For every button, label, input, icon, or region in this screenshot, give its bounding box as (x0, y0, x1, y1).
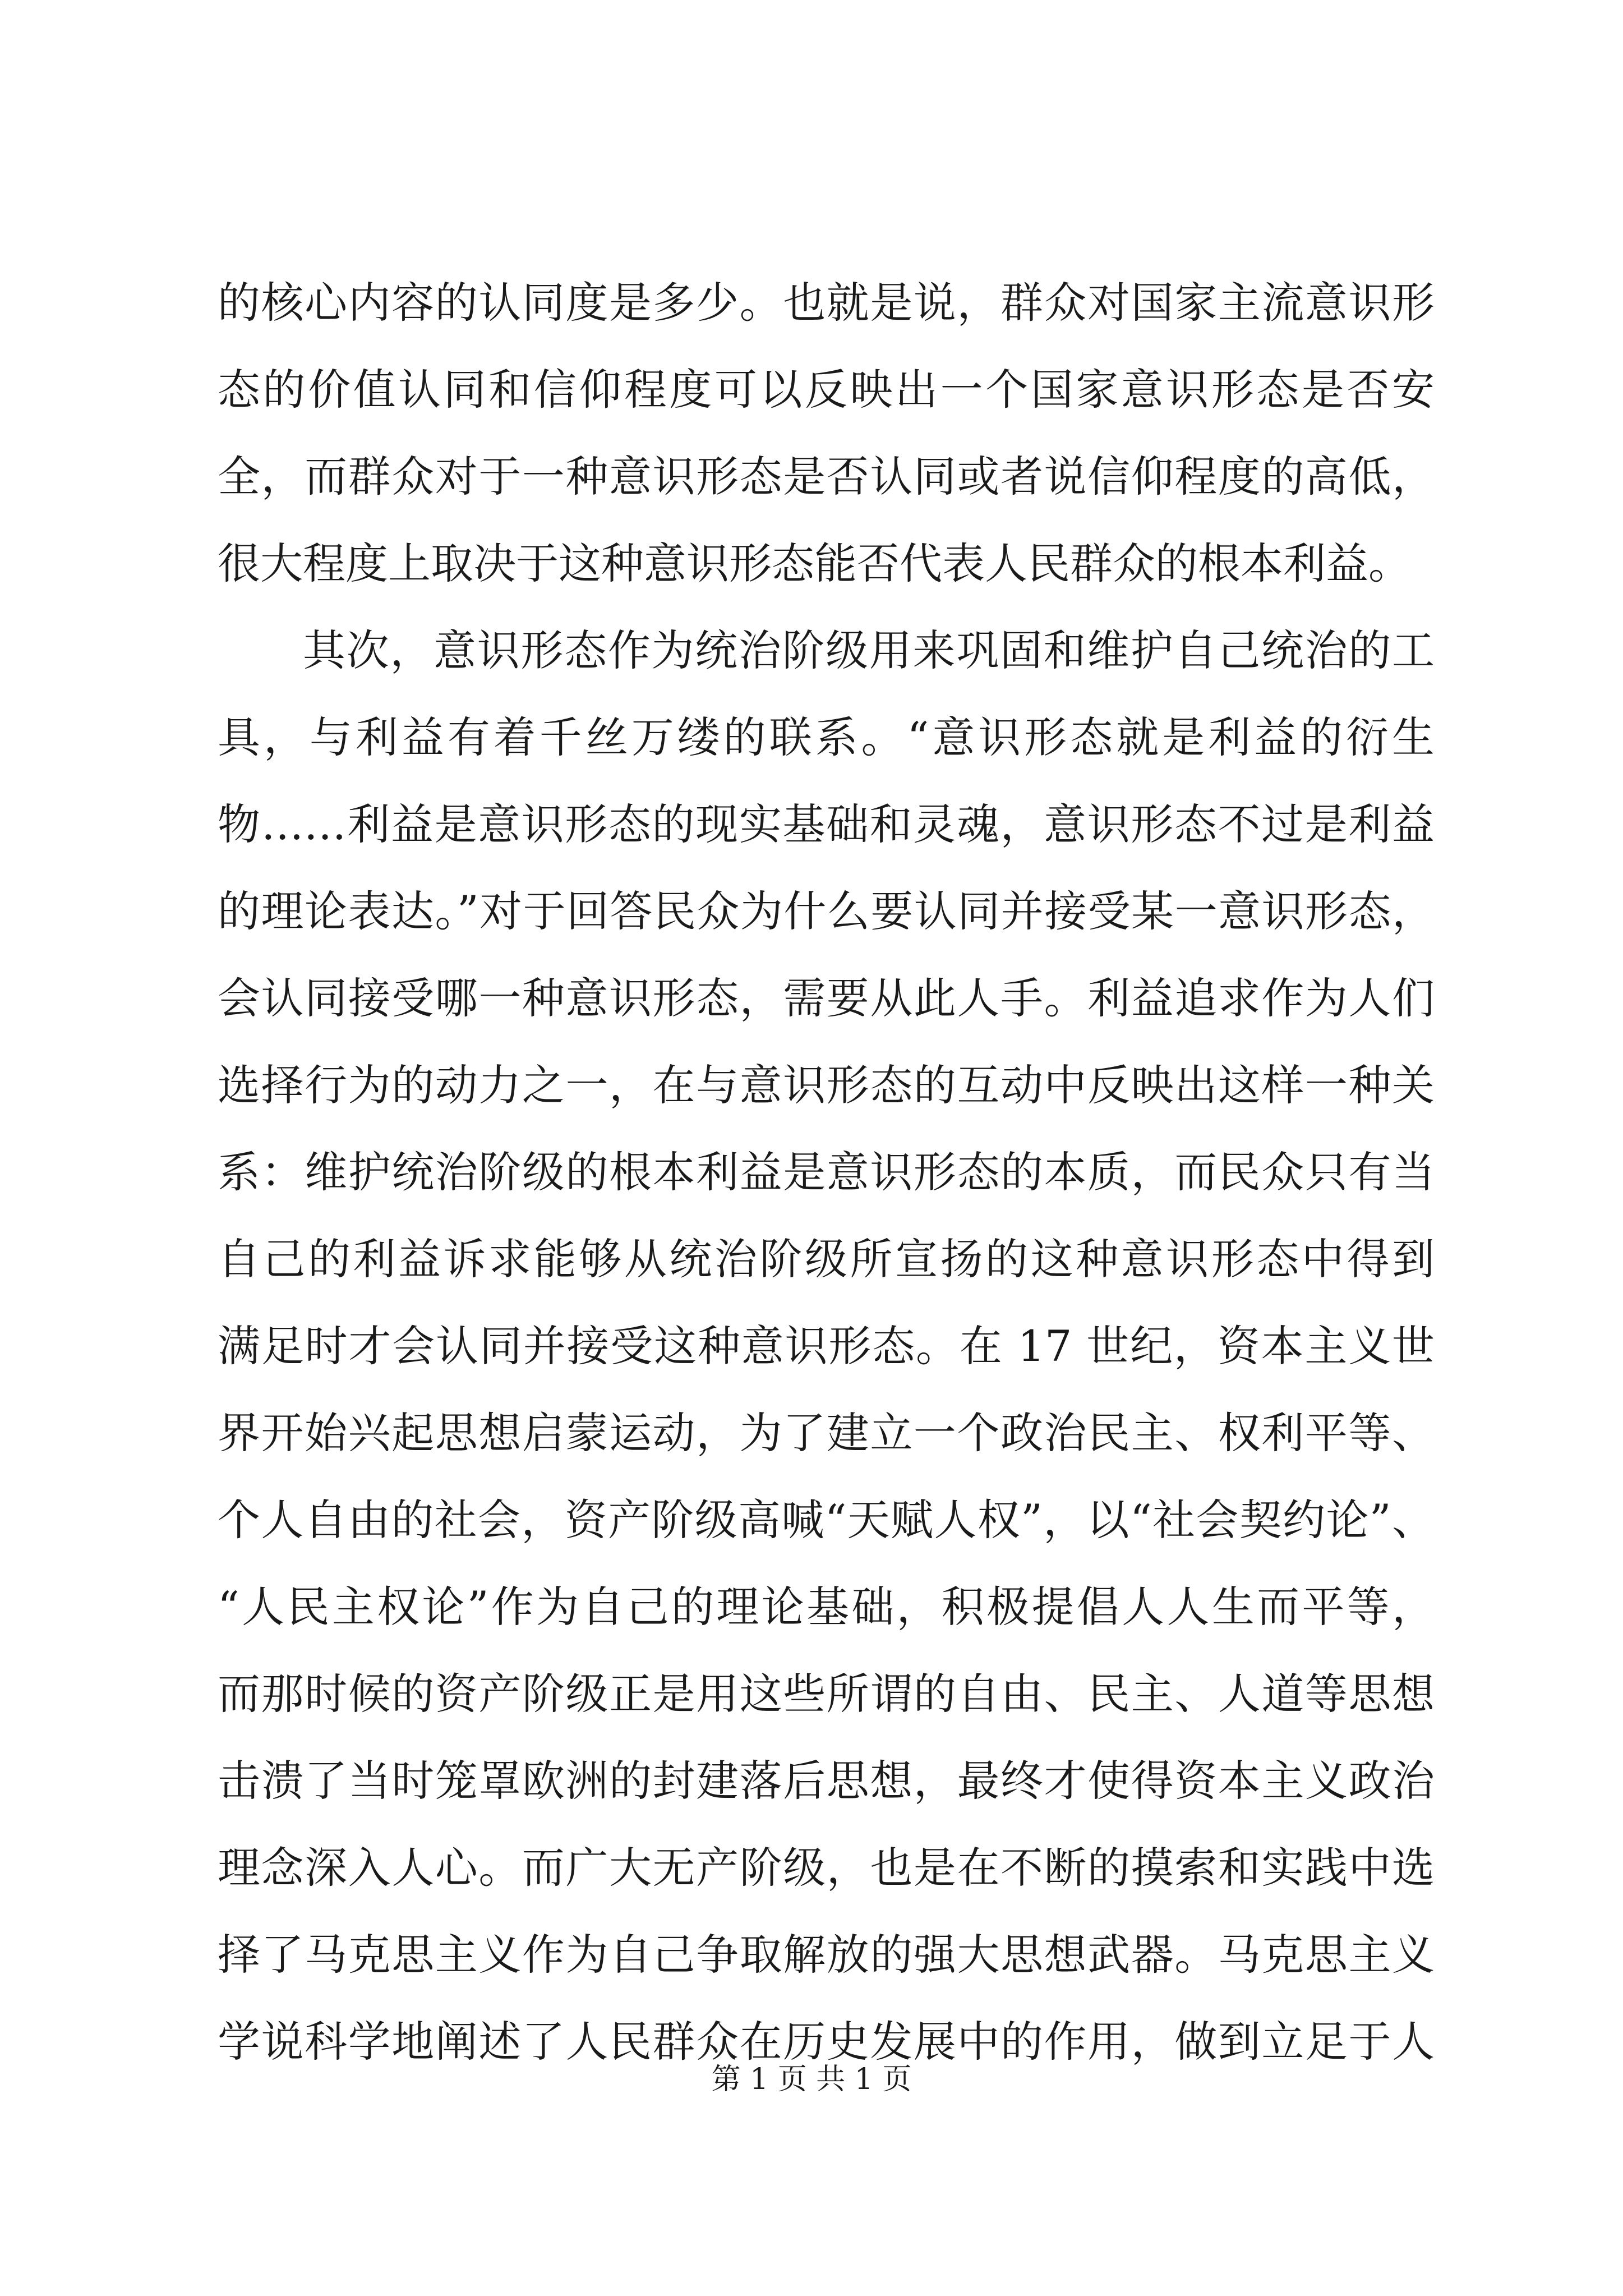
page-number-footer: 第 1 页 共 1 页 (711, 2063, 912, 2096)
text-line: 击溃了当时笼罩欧洲的封建落后思想，最终才使得资本主义政治 (218, 1756, 1435, 1806)
text-line: “人民主权论”作为自己的理论基础，积极提倡人人生而平等， (218, 1582, 1435, 1632)
body-text (218, 259, 1435, 2085)
text-line: 全，而群众对于一种意识形态是否认同或者说信仰程度的高低， (218, 452, 1435, 501)
text-line: 择了马克思主义作为自己争取解放的强大思想武器。马克思主义 (218, 1930, 1435, 1980)
text-line: 界开始兴起思想启蒙运动，为了建立一个政治民主、权利平等、 (218, 1408, 1435, 1458)
text-line: 理念深入人心。而广大无产阶级，也是在不断的摸索和实践中选 (218, 1843, 1435, 1893)
text-line: 的理论表达。”对于回答民众为什么要认同并接受某一意识形态， (218, 886, 1435, 936)
text-line: 会认同接受哪一种意识形态，需要从此人手。利益追求作为人们 (218, 973, 1435, 1023)
paragraph-first-line: 其次，意识形态作为统治阶级用来巩固和维护自己统治的工 (303, 625, 1435, 675)
text-line: 个人自由的社会，资产阶级高喊“天赋人权”，以“社会契约论”、 (218, 1495, 1435, 1545)
text-line: 物……利益是意识形态的现实基础和灵魂，意识形态不过是利益 (218, 799, 1435, 849)
text-line: 的核心内容的认同度是多少。也就是说，群众对国家主流意识形 (218, 278, 1435, 328)
text-line: 态的价值认同和信仰程度可以反映出一个国家意识形态是否安 (218, 365, 1435, 415)
text-line: 满足时才会认同并接受这种意识形态。在 17 世纪，资本主义世 (218, 1321, 1435, 1371)
text-line: 系：维护统治阶级的根本利益是意识形态的本质，而民众只有当 (218, 1147, 1435, 1197)
text-line: 选择行为的动力之一，在与意识形态的互动中反映出这样一种关 (218, 1060, 1435, 1110)
text-line: 而那时候的资产阶级正是用这些所谓的自由、民主、人道等思想 (218, 1669, 1435, 1719)
text-line: 学说科学地阐述了人民群众在历史发展中的作用，做到立足于人 (218, 2017, 1435, 2067)
text-line: 很大程度上取决于这种意识形态能否代表人民群众的根本利益。 (218, 539, 1411, 588)
text-line: 自己的利益诉求能够从统治阶级所宣扬的这种意识形态中得到 (218, 1234, 1435, 1284)
text-line: 具，与利益有着千丝万缕的联系。“意识形态就是利益的衍生 (218, 712, 1435, 762)
